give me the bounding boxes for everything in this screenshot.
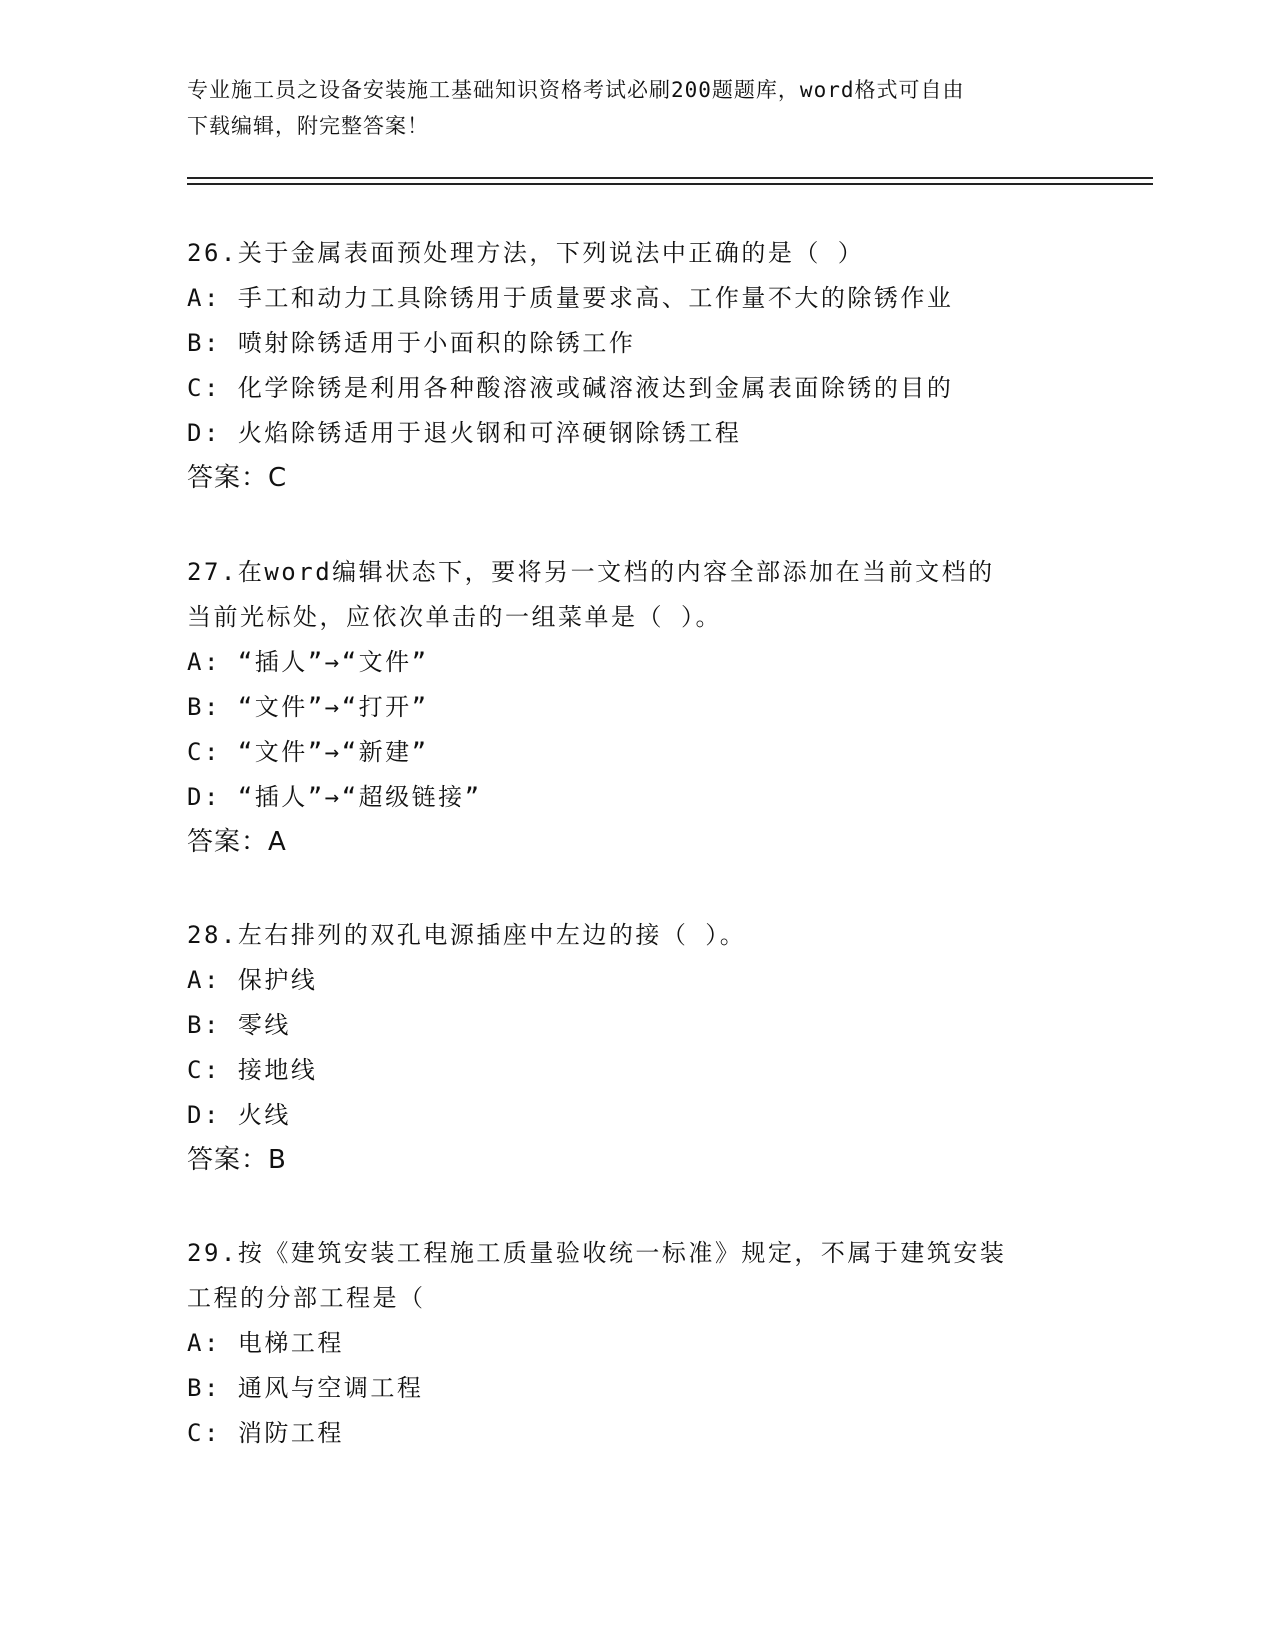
header-line-1: 专业施工员之设备安装施工基础知识资格考试必刷200题题库，word格式可自由 — [187, 78, 965, 102]
question-29-option-a: A: 电梯工程 — [187, 1329, 344, 1357]
question-29-option-c: C: 消防工程 — [187, 1419, 344, 1447]
question-27-option-d: D: “插人”→“超级链接” — [187, 783, 482, 811]
question-28-option-c: C: 接地线 — [187, 1056, 318, 1084]
header-divider-bottom — [187, 183, 1153, 185]
question-27-option-b: B: “文件”→“打开” — [187, 693, 429, 721]
question-28-option-d: D: 火线 — [187, 1101, 291, 1129]
question-29-stem-line-1: 29.按《建筑安装工程施工质量验收统一标准》规定，不属于建筑安装 — [187, 1239, 1007, 1267]
question-29-option-b: B: 通风与空调工程 — [187, 1374, 424, 1402]
question-26-option-d: D: 火焰除锈适用于退火钢和可淬硬钢除锈工程 — [187, 419, 742, 447]
question-27-option-c: C: “文件”→“新建” — [187, 738, 429, 766]
question-28-answer: 答案：B — [187, 1145, 287, 1175]
header-divider-top — [187, 177, 1153, 179]
question-26-option-c: C: 化学除锈是利用各种酸溶液或碱溶液达到金属表面除锈的目的 — [187, 374, 954, 402]
question-28-stem: 28.左右排列的双孔电源插座中左边的接（ ）。 — [187, 921, 747, 949]
header-line-2: 下载编辑，附完整答案！ — [187, 114, 429, 138]
question-27-stem-line-2: 当前光标处，应依次单击的一组菜单是（ ）。 — [187, 603, 722, 631]
document-header — [187, 72, 1087, 144]
question-29-stem-line-2: 工程的分部工程是（ — [187, 1284, 426, 1312]
question-28-option-b: B: 零线 — [187, 1011, 291, 1039]
question-27-stem-line-1: 27.在word编辑状态下，要将另一文档的内容全部添加在当前文档的 — [187, 558, 995, 586]
question-27-option-a: A: “插人”→“文件” — [187, 648, 429, 676]
question-27-answer: 答案：A — [187, 827, 287, 857]
question-26-answer: 答案：C — [187, 463, 288, 493]
question-26-option-b: B: 喷射除锈适用于小面积的除锈工作 — [187, 329, 636, 357]
question-26-option-a: A: 手工和动力工具除锈用于质量要求高、工作量不大的除锈作业 — [187, 284, 954, 312]
question-28-option-a: A: 保护线 — [187, 966, 318, 994]
question-26-stem: 26.关于金属表面预处理方法，下列说法中正确的是（ ） — [187, 239, 865, 267]
